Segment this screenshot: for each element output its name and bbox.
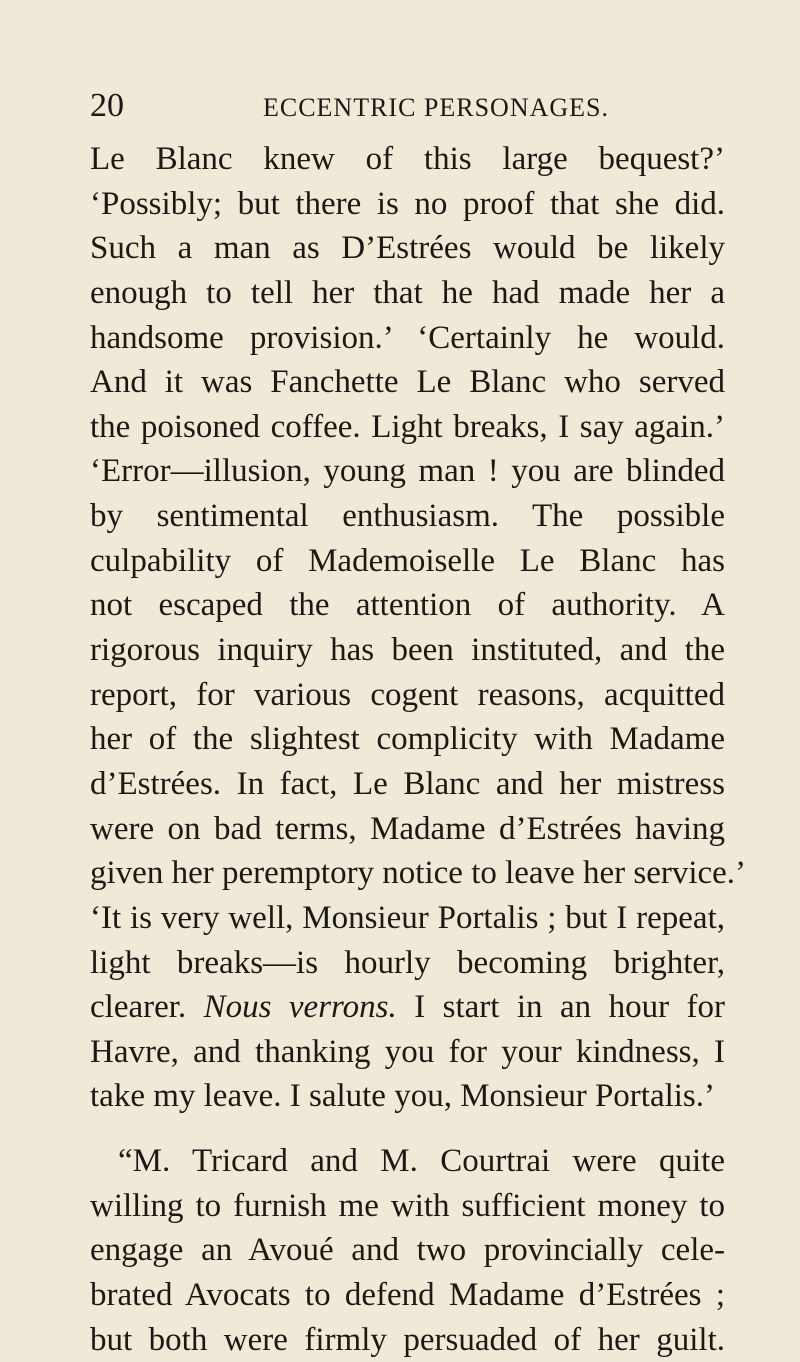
body-text xyxy=(90,137,747,1362)
running-head: ECCENTRIC PERSONAGES. xyxy=(262,93,610,122)
text-line: rigorous inquiry has been instituted, and the xyxy=(90,632,725,669)
paragraph-spacer xyxy=(90,1119,725,1139)
paragraph-2 xyxy=(90,1139,725,1362)
page-header xyxy=(90,86,730,126)
text-line: but both were firmly persuaded of her guilt. xyxy=(90,1321,725,1358)
text-line: take my leave. I salute you, Monsieur Portalis.’ xyxy=(90,1078,716,1115)
text-segment: clearer. xyxy=(90,989,204,1026)
text-line: the poisoned coffee. Light breaks, I say again.’ xyxy=(90,408,725,445)
text-line: willing to furnish me with sufficient money to xyxy=(90,1187,725,1224)
text-segment: I start in an hour for xyxy=(396,989,725,1026)
text-line: light breaks—is hourly becoming brighter, xyxy=(90,944,725,981)
paragraph-1 xyxy=(90,137,747,1119)
text-line: engage an Avoué and two provincially cele- xyxy=(90,1232,725,1269)
text-line: enough to tell her that he had made her a xyxy=(90,274,725,311)
text-line: Le Blanc knew of this large bequest?’ xyxy=(90,141,725,177)
text-line: ‘It is very well, Monsieur Portalis ; but I repeat, xyxy=(90,899,725,936)
text-line: report, for various cogent reasons, acquitted xyxy=(90,676,725,713)
text-line: Such a man as D’Estrées would be likely xyxy=(90,230,725,267)
italic-phrase: Nous verrons. xyxy=(203,989,397,1026)
page-number: 20 xyxy=(90,87,124,124)
text-line: culpability of Mademoiselle Le Blanc has xyxy=(90,542,725,579)
text-line: brated Avocats to defend Madame d’Estrées ; xyxy=(90,1277,725,1314)
text-line: were on bad terms, Madame d’Estrées having xyxy=(90,810,725,847)
text-line: given her peremptory notice to leave her service.’ xyxy=(90,855,747,892)
text-line: handsome provision.’ ‘Certainly he would. xyxy=(90,319,725,356)
text-line: ‘Error—illusion, young man ! you are blinded xyxy=(90,453,725,490)
text-line: And it was Fanchette Le Blanc who served xyxy=(90,364,725,401)
text-line: not escaped the attention of authority. A xyxy=(90,587,725,624)
text-line: “M. Tricard and M. Courtrai were quite xyxy=(118,1143,725,1180)
text-line-with-italic xyxy=(90,985,725,1030)
text-line: d’Estrées. In fact, Le Blanc and her mistress xyxy=(90,765,725,802)
text-line: her of the slightest complicity with Madame xyxy=(90,721,725,758)
text-line: Havre, and thanking you for your kindness, I xyxy=(90,1033,725,1070)
text-line: ‘Possibly; but there is no proof that she did. xyxy=(90,185,725,222)
text-line: by sentimental enthusiasm. The possible xyxy=(90,498,725,535)
